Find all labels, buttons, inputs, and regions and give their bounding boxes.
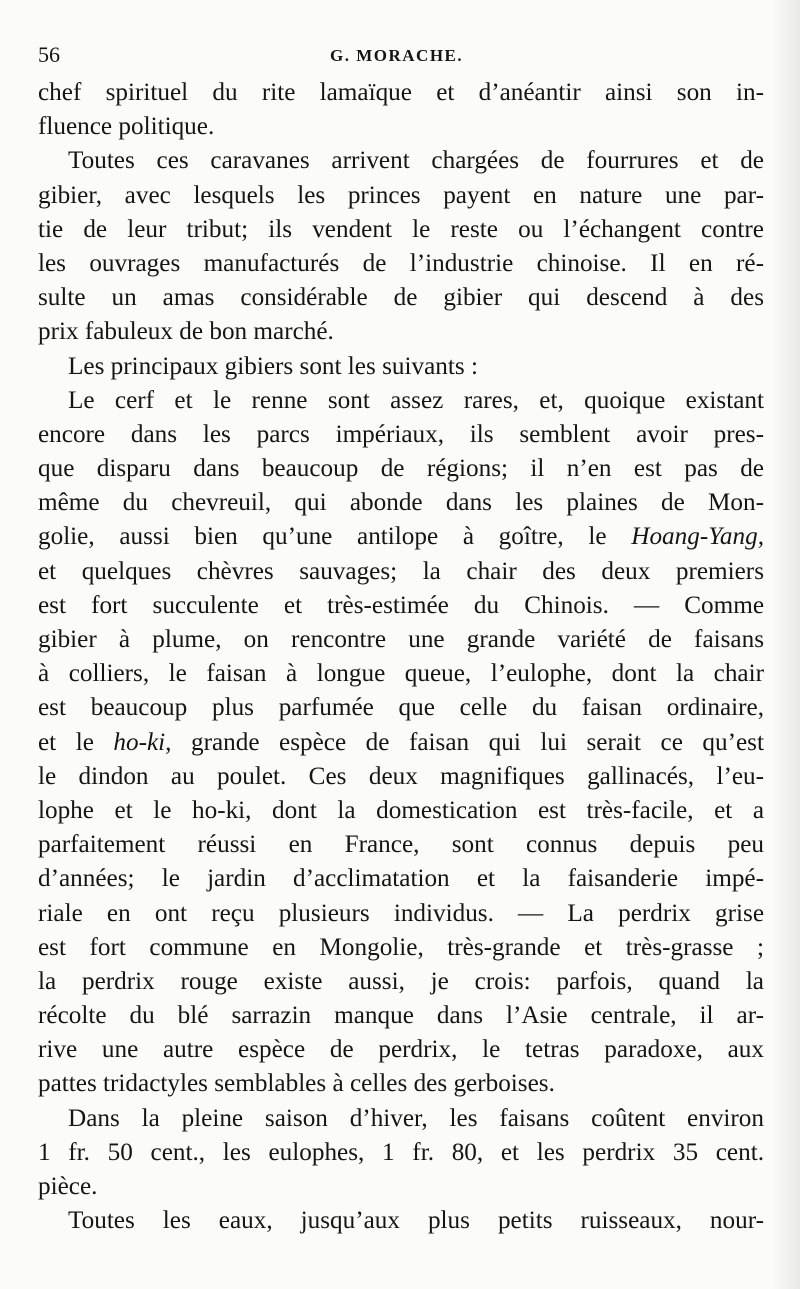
text-line: le dindon au poulet. Ces deux magnifiques gallinacés, l’eu- (38, 762, 764, 790)
text-line: chef spirituel du rite lamaïque et d’anéantir ainsi son in- (38, 79, 764, 106)
text-line: Dans la pleine saison d’hiver, les faisans coûtent environ (68, 1104, 764, 1132)
text-line: est fort commune en Mongolie, très-grande et très-grasse ; (38, 933, 764, 961)
text-line: Le cerf et le renne sont assez rares, et, quoique existant (68, 386, 764, 414)
page-number: 56 (38, 42, 60, 67)
text-line: riale en ont reçu plusieurs individus. — La perdrix grise (38, 899, 764, 927)
text-line: et quelques chèvres sauvages; la chair des deux premiers (38, 557, 764, 585)
text-line: pattes tridactyles semblables à celles des gerboises. (38, 1070, 555, 1098)
text-line: que disparu dans beaucoup de régions; il n’en est pas de (38, 455, 764, 483)
text-line: gibier à plume, on rencontre une grande variété de faisans (38, 626, 764, 653)
text-line: sulte un amas considérable de gibier qui descend à des (38, 284, 764, 312)
text-segment: et le (38, 728, 114, 756)
text-line: prix fabuleux de bon marché. (38, 318, 334, 346)
text-segment: grande espèce de faisan qui lui serait ce qu’est (171, 728, 764, 756)
text-line: Les principaux gibiers sont les suivants : (68, 352, 478, 380)
text-line: encore dans les parcs impériaux, ils semblent avoir pres- (38, 420, 764, 448)
text-line: gibier, avec lesquels les princes payent en nature une par- (38, 181, 764, 209)
text-line: est beaucoup plus parfumée que celle du faisan ordinaire, (38, 694, 764, 722)
body-text (38, 76, 764, 1238)
text-line: est fort succulente et très-estimée du Chinois. — Comme (38, 591, 764, 619)
page-header (38, 42, 758, 72)
text-line: rive une autre espèce de perdrix, le tetras paradoxe, aux (38, 1036, 764, 1064)
italic-term: ho-ki, (113, 728, 172, 756)
text-line: récolte du blé sarrazin manque dans l’Asie centrale, il ar- (38, 1002, 764, 1030)
text-line: fluence politique. (38, 113, 215, 141)
text-line: même du chevreuil, qui abonde dans les plaines de Mon- (38, 489, 764, 517)
text-line: d’années; le jardin d’acclimatation et la faisanderie impé- (38, 865, 764, 893)
text-segment: golie, aussi bien qu’une antilope à goître, le (38, 523, 632, 551)
text-line: pièce. (38, 1173, 98, 1200)
running-head: G. MORACHE. (330, 46, 464, 65)
text-line: Toutes les eaux, jusqu’aux plus petits ruisseaux, nour- (68, 1207, 764, 1235)
text-line: tie de leur tribut; ils vendent le reste ou l’échangent contre (38, 215, 764, 243)
italic-term: Hoang-Yang, (631, 523, 764, 551)
text-line (38, 726, 764, 760)
text-line: à colliers, le faisan à longue queue, l’eulophe, dont la chair (38, 660, 764, 688)
text-line: parfaitement réussi en France, sont connus depuis peu (38, 831, 764, 859)
text-line: 1 fr. 50 cent., les eulophes, 1 fr. 80, et les perdrix 35 cent. (38, 1138, 764, 1166)
text-line: les ouvrages manufacturés de l’industrie chinoise. Il en ré- (38, 249, 764, 277)
page-edge-shadow (772, 0, 800, 1289)
text-line: lophe et le ho-ki, dont la domestication est très-facile, et a (38, 796, 764, 824)
text-line (38, 520, 764, 554)
text-line: la perdrix rouge existe aussi, je crois: parfois, quand la (38, 967, 764, 995)
text-line: Toutes ces caravanes arrivent chargées de fourrures et de (68, 147, 764, 175)
